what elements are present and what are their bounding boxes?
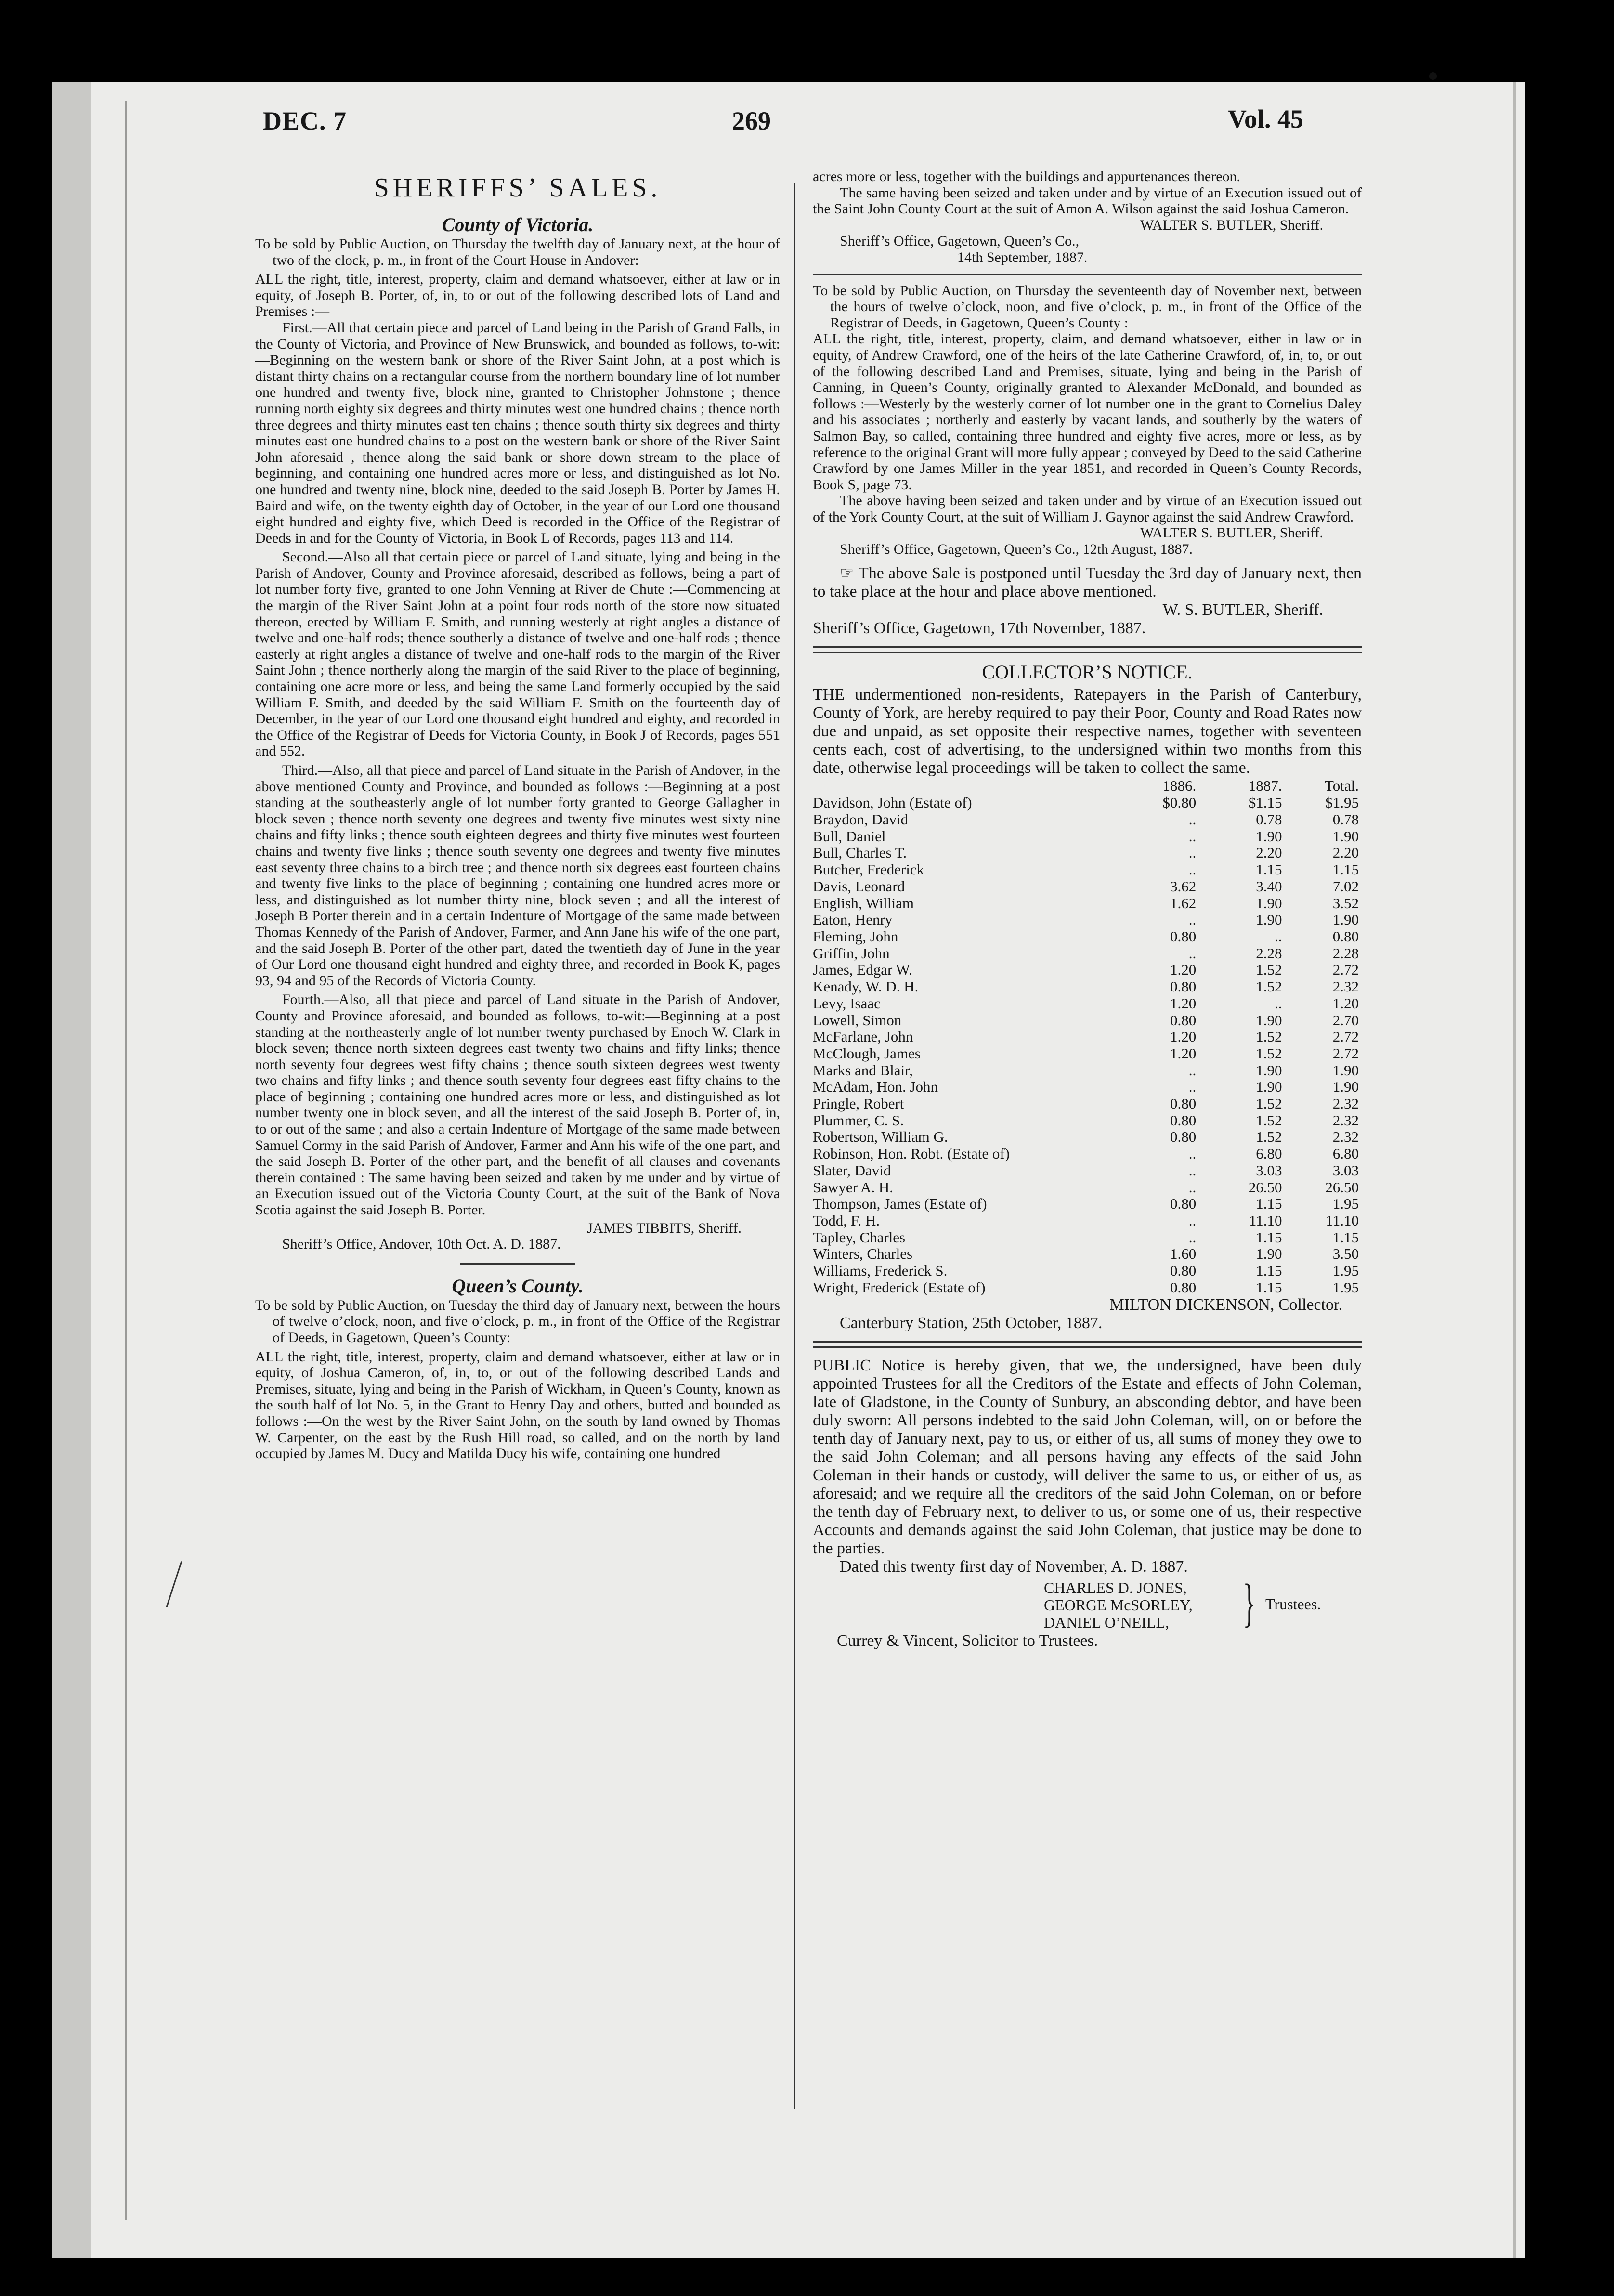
section-rule xyxy=(460,1263,575,1265)
rates-col-1887: 1887. xyxy=(1248,777,1282,794)
rate-1887: 1.90 xyxy=(1256,911,1282,928)
rates-row xyxy=(813,995,1362,1012)
rate-1887: 1.90 xyxy=(1256,1245,1282,1263)
rates-row xyxy=(813,878,1362,895)
rates-row xyxy=(813,811,1362,828)
rate-1886: 1.20 xyxy=(1170,1028,1197,1045)
rate-total: 1.90 xyxy=(1332,1061,1359,1079)
right-margin-rule xyxy=(1513,82,1516,2258)
rates-header-row xyxy=(813,777,1362,795)
rate-total: 26.50 xyxy=(1325,1178,1359,1196)
rate-1886: .. xyxy=(1188,911,1197,928)
rate-payer-name: Robertson, William G. xyxy=(813,1128,948,1146)
collectors-notice-title: COLLECTOR’S NOTICE. xyxy=(982,661,1193,683)
rate-1886: 0.80 xyxy=(1170,1111,1197,1129)
rate-total: 2.70 xyxy=(1332,1011,1359,1029)
rate-total: 1.95 xyxy=(1332,1278,1359,1296)
rate-1887: 1.90 xyxy=(1256,1078,1282,1096)
rate-1887: 1.90 xyxy=(1256,827,1282,845)
rate-payer-name: Marks and Blair, xyxy=(813,1061,913,1079)
rate-1886: 0.80 xyxy=(1170,1095,1197,1112)
rates-row xyxy=(813,1129,1362,1146)
rates-row xyxy=(813,1263,1362,1279)
rate-1886: 0.80 xyxy=(1170,978,1197,995)
rate-payer-name: Todd, F. H. xyxy=(813,1212,880,1229)
rate-1886: .. xyxy=(1188,1078,1197,1096)
rate-1887: 3.03 xyxy=(1256,1161,1282,1179)
rate-total: 2.32 xyxy=(1332,1095,1359,1112)
rate-1886: 1.20 xyxy=(1170,994,1197,1012)
rate-total: 7.02 xyxy=(1332,877,1359,895)
collectors-notice-body: THE undermentioned non-residents, Ratepayers in the Parish of Canterbury, County of York, are hereby required to pay their Poor, County and Road Rates now due and unpaid, as set opposite their respective names, together with seventeen cents each, cost of advertising, to the undersigned within two months from this date, otherwise legal proceedings will be taken to collect the same. xyxy=(813,685,1362,777)
rate-payer-name: Bull, Charles T. xyxy=(813,844,907,861)
rate-1886: .. xyxy=(1188,1061,1197,1079)
queens-all-clause: ALL the right, title, interest, property, claim and demand whatsoever, either at law or in equity, of Joshua Cameron, of, in, to, or out of the following described Lands and Premises, situate, lying and being in the Parish of Wickham, in Queen’s County, known as the south half of lot No. 5, in the Grant to Henry Day and others, butted and bounded as follows :—On the west by the River Saint John, on the south by land owned by Thomas W. Carpenter, on the east by the Rush Hill road, so called, and on the north by land occupied by James M. Ducy and Matilda Ducy his wife, containing one hundred xyxy=(255,1348,780,1462)
rates-row xyxy=(813,1112,1362,1129)
rate-1887: 2.20 xyxy=(1256,844,1282,861)
rate-total: 1.20 xyxy=(1332,994,1359,1012)
rate-1886: 0.80 xyxy=(1170,1195,1197,1213)
rates-name-header xyxy=(813,777,1130,795)
rate-payer-name: Williams, Frederick S. xyxy=(813,1262,948,1279)
rates-row xyxy=(813,1246,1362,1263)
cameron-seized: The same having been seized and taken under and by virtue of an Execution issued out of the Saint John County Court at the suit of Amon A. Wilson against the said Joshua Cameron. xyxy=(813,184,1362,217)
rate-1886: 0.80 xyxy=(1170,1011,1197,1029)
rates-row xyxy=(813,1146,1362,1162)
rate-payer-name: Wright, Frederick (Estate of) xyxy=(813,1278,986,1296)
rate-1886: .. xyxy=(1188,844,1197,861)
solicitor-line: Currey & Vincent, Solicitor to Trustees. xyxy=(837,1632,1098,1650)
rate-payer-name: Griffin, John xyxy=(813,944,890,962)
rates-row xyxy=(813,945,1362,962)
trustee-name: GEORGE McSORLEY, xyxy=(1044,1596,1193,1614)
rate-total: 2.72 xyxy=(1332,961,1359,978)
rate-1887: 1.15 xyxy=(1256,1278,1282,1296)
rates-row xyxy=(813,1196,1362,1213)
rates-row xyxy=(813,1096,1362,1112)
rates-row xyxy=(813,795,1362,811)
rate-total: 1.15 xyxy=(1332,861,1359,878)
trustee-name: CHARLES D. JONES, xyxy=(1044,1579,1187,1597)
rate-total: 1.90 xyxy=(1332,1078,1359,1096)
victoria-fourth-lot: Fourth.—Also, all that piece and parcel of Land situate in the Parish of Andover, County and Province aforesaid, and bounded as follows, to-wit:—Beginning at a post standing at the northeasterly angle of lot number twenty purchased by Enoch W. Clark in block seven; thence north sixteen degrees east twenty two chains and fifty links; thence north seventy four degrees west fifty chains ; thence south sixteen degrees west twenty two chains and fifty links ; and thence south seventy four degrees east fifty chains to the place of beginning ; containing one hundred acres more or less, and distinguished as lot number twenty one in block seven, and all the interest of the said Joseph B. Porter of, in, to or out of the same ; and also a certain Indenture of Mortgage of the same made between Samuel Cormy in the said Parish of Andover, Farmer and Ann his wife of the one part, and the said Joseph B. Porter of the other part, and the benefit of all clauses and covenants therein contained : The same having been seized and taken by me under and by virtue of an Execution issued out of the Victoria County Court, at the suit of the Bank of Nova Scotia against the said Joseph B. Porter. xyxy=(255,991,780,1218)
rates-row xyxy=(813,1229,1362,1246)
crawford-sheriff-signature: WALTER S. BUTLER, Sheriff. xyxy=(1140,525,1323,541)
rate-1886: 0.80 xyxy=(1170,927,1197,945)
postponed-notice xyxy=(813,564,1362,601)
rate-total: 2.32 xyxy=(1332,1111,1359,1129)
crawford-seized: The above having been seized and taken under and by virtue of an Execution issued out of the York County Court, at the suit of William J. Gaynor against the said Andrew Crawford. xyxy=(813,493,1362,525)
postponed-office: Sheriff’s Office, Gagetown, 17th November, 1887. xyxy=(813,619,1146,637)
rate-payer-name: Levy, Isaac xyxy=(813,994,881,1012)
rate-1887: 1.52 xyxy=(1256,1111,1282,1129)
rate-1887: 1.52 xyxy=(1256,1128,1282,1146)
rates-row xyxy=(813,1162,1362,1179)
postponed-signature: W. S. BUTLER, Sheriff. xyxy=(1162,600,1323,619)
rate-1887: 1.52 xyxy=(1256,978,1282,995)
rate-total: 0.78 xyxy=(1332,811,1359,828)
rate-total: 1.90 xyxy=(1332,827,1359,845)
left-column xyxy=(255,169,780,1462)
rate-1887: $1.15 xyxy=(1248,794,1282,811)
trustees-block xyxy=(813,1573,1362,1632)
rate-1886: .. xyxy=(1188,861,1197,878)
rate-total: 1.95 xyxy=(1332,1195,1359,1213)
rate-total: 2.72 xyxy=(1332,1044,1359,1062)
rate-total: $1.95 xyxy=(1325,794,1359,811)
cameron-date: 14th September, 1887. xyxy=(957,249,1088,265)
trustees-label: Trustees. xyxy=(1265,1595,1321,1613)
rate-total: 2.32 xyxy=(1332,1128,1359,1146)
rates-row xyxy=(813,1029,1362,1045)
rates-row xyxy=(813,845,1362,861)
rate-total: 2.28 xyxy=(1332,944,1359,962)
queens-intro: To be sold by Public Auction, on Tuesday the third day of January next, between the hours of twelve o’clock, noon, and five o’clock, p. m., in front of the Office of the Registrar of Deeds, in Gagetown, Queen’s County: xyxy=(255,1297,780,1345)
rate-total: 3.50 xyxy=(1332,1245,1359,1263)
rate-1886: .. xyxy=(1188,811,1197,828)
page-edge-strip xyxy=(52,82,91,2258)
rate-total: 1.90 xyxy=(1332,911,1359,928)
crawford-intro: To be sold by Public Auction, on Thursday the seventeenth day of November next, between the hours of twelve o’clock, noon, and five o’clock, p. m., in front of the Office of the Registrar of Deeds, in Gagetown, Queen’s County : xyxy=(813,282,1362,331)
rates-row xyxy=(813,1062,1362,1079)
rate-1886: 0.80 xyxy=(1170,1278,1197,1296)
rate-1887: 1.90 xyxy=(1256,1061,1282,1079)
rate-payer-name: McAdam, Hon. John xyxy=(813,1078,938,1096)
rate-payer-name: Bull, Daniel xyxy=(813,827,886,845)
rate-payer-name: Braydon, David xyxy=(813,811,909,828)
rate-payer-name: Thompson, James (Estate of) xyxy=(813,1195,987,1213)
rate-1886: 1.60 xyxy=(1170,1245,1197,1263)
rate-1886: .. xyxy=(1188,1228,1197,1246)
rate-payer-name: Tapley, Charles xyxy=(813,1228,906,1246)
rates-row xyxy=(813,828,1362,845)
brace-icon: } xyxy=(1243,1573,1256,1632)
rate-1886: 1.62 xyxy=(1170,894,1197,912)
rate-1887: 0.78 xyxy=(1256,811,1282,828)
rate-total: 1.95 xyxy=(1332,1262,1359,1279)
rate-1886: 0.80 xyxy=(1170,1128,1197,1146)
rate-payer-name: James, Edgar W. xyxy=(813,961,912,978)
rate-1887: 1.90 xyxy=(1256,1011,1282,1029)
rate-1887: 6.80 xyxy=(1256,1145,1282,1162)
rates-row xyxy=(813,1179,1362,1196)
rate-payer-name: Davidson, John (Estate of) xyxy=(813,794,972,811)
rate-1886: .. xyxy=(1188,1178,1197,1196)
rate-payer-name: Butcher, Frederick xyxy=(813,861,924,878)
rate-1887: 1.52 xyxy=(1256,1028,1282,1045)
rate-payer-name: McClough, James xyxy=(813,1044,921,1062)
victoria-intro: To be sold by Public Auction, on Thursday the twelfth day of January next, at the hour of two of the clock, p. m., in front of the Court House in Andover: xyxy=(255,236,780,268)
rate-1887: 1.90 xyxy=(1256,894,1282,912)
rates-row xyxy=(813,1279,1362,1296)
right-column xyxy=(813,169,1362,1650)
victoria-sheriff-signature: JAMES TIBBITS, Sheriff. xyxy=(587,1220,742,1236)
rate-payer-name: Fleming, John xyxy=(813,927,898,945)
rates-row xyxy=(813,962,1362,978)
trustee-names xyxy=(1044,1579,1193,1631)
rates-row xyxy=(813,895,1362,912)
volume-label: Vol. 45 xyxy=(1228,104,1304,133)
rate-1886: .. xyxy=(1188,827,1197,845)
rates-row xyxy=(813,1045,1362,1062)
rate-total: 2.20 xyxy=(1332,844,1359,861)
rate-1887: 1.52 xyxy=(1256,1044,1282,1062)
header-date: DEC. 7 xyxy=(263,106,347,135)
rate-payer-name: Plummer, C. S. xyxy=(813,1111,904,1129)
trustee-name: DANIEL O’NEILL, xyxy=(1044,1614,1170,1631)
victoria-all-clause: ALL the right, title, interest, property, claim and demand whatsoever, either at law or in equity, of Joseph B. Porter, of, in, to or out of the following described lots of Land and Premises :— xyxy=(255,271,780,320)
column-divider xyxy=(794,183,795,2109)
cameron-sheriff-signature: WALTER S. BUTLER, Sheriff. xyxy=(1140,217,1323,233)
rate-payer-name: Sawyer A. H. xyxy=(813,1178,894,1196)
ink-dot xyxy=(1429,72,1437,80)
rates-table xyxy=(813,777,1362,1296)
rate-total: 3.52 xyxy=(1332,894,1359,912)
rate-1887: 11.10 xyxy=(1249,1212,1282,1229)
victoria-sheriff-office: Sheriff’s Office, Andover, 10th Oct. A. D. 1887. xyxy=(282,1236,561,1252)
page-number: 269 xyxy=(732,106,771,135)
section-rule xyxy=(813,274,1362,275)
rate-1887: 1.52 xyxy=(1256,961,1282,978)
rate-1886: .. xyxy=(1188,1212,1197,1229)
rate-total: 6.80 xyxy=(1332,1145,1359,1162)
section-double-rule xyxy=(813,646,1362,653)
rate-total: 2.72 xyxy=(1332,1028,1359,1045)
rates-row xyxy=(813,1213,1362,1229)
rate-payer-name: Robinson, Hon. Robt. (Estate of) xyxy=(813,1145,1010,1162)
crawford-sheriff-office: Sheriff’s Office, Gagetown, Queen’s Co., 12th August, 1887. xyxy=(840,541,1193,558)
rates-row xyxy=(813,912,1362,928)
rate-payer-name: Eaton, Henry xyxy=(813,911,893,928)
rate-payer-name: Pringle, Robert xyxy=(813,1095,904,1112)
left-margin-rule xyxy=(125,101,127,2220)
rates-row xyxy=(813,928,1362,945)
crawford-all-clause: ALL the right, title, interest, property, claim, and demand whatsoever, either in law or in equity, of Andrew Crawford, one of the heirs of the late Catherine Crawford, of, in, to, or out of the following described Land and Premises, situate, lying and being in the Parish of Canning, in Queen’s County, originally granted to Alexander McDonald, and bounded as follows :—Westerly by the westerly corner of lot number one in the grant to Cornelius Daley and his associates ; northerly and easterly by vacant lands, and southerly by the waters of Salmon Bay, so called, containing three hundred and eighty five acres, more or less, as by reference to the original Grant will more fully appear ; conveyed by Deed to the said Catherine Crawford by one James Miller in the year 1851, and recorded in Queen’s County Records, Book S, page 73. xyxy=(813,331,1362,493)
public-notice-body: PUBLIC Notice is hereby given, that we, the undersigned, have been duly appointed Trustees for all the Creditors of the Estate and effects of John Coleman, late of Gladstone, in the County of Sunbury, an absconding debtor, and have been duly sworn: All persons indebted to the said John Coleman, will, on or before the tenth day of January next, pay to us, or either of us, all sums of money they owe to the said John Coleman; and all persons having any effects of the said John Coleman in their hands or custody, will deliver the same to us, or either of us, as aforesaid; and we require all the creditors of the said John Coleman, on or before the tenth day of February next, to deliver to us, or some one of us, their respective Accounts and demands against the said John Coleman, that justice may be done to the parties. xyxy=(813,1357,1362,1558)
rate-1886: 1.20 xyxy=(1170,1044,1197,1062)
rate-1887: 1.52 xyxy=(1256,1095,1282,1112)
rate-1887: 1.15 xyxy=(1256,1228,1282,1246)
rate-payer-name: Davis, Leonard xyxy=(813,877,905,895)
rate-total: 2.32 xyxy=(1332,978,1359,995)
rate-1886: 0.80 xyxy=(1170,1262,1197,1279)
rate-1886: 3.62 xyxy=(1170,877,1197,895)
rates-col-1886: 1886. xyxy=(1162,777,1197,794)
cameron-sheriff-office: Sheriff’s Office, Gagetown, Queen’s Co., xyxy=(840,233,1080,249)
rate-total: 1.15 xyxy=(1332,1228,1359,1246)
victoria-third-lot: Third.—Also, all that piece and parcel of Land situate in the Parish of Andover, in the above mentioned County and Province, and bounded as follows :—Beginning at a post standing at the southeasterly angle of lot number forty granted to George Gallagher in block seven ; thence north seventy one degrees and twenty five minutes west sixty nine chains and fifty links ; thence south eighteen degrees and thirty five minutes west fourteen chains and twenty five links ; thence south seventy one degrees and twenty five minutes east seventy three chains to a birch tree ; and thence north six degrees east fourteen chains and twenty five links to the place of beginning ; containing one hundred acres more or less, and distinguished as lot number thirty nine, block seven ; and all the interest of Joseph B Porter therein and in a certain Indenture of Mortgage of the same made between Thomas Kennedy of the Parish of Andover, Farmer, and Ann Jane his wife of the one part, and the said Joseph B. Porter of the other part, dated the twentieth day of June in the year of Our Lord one thousand eight hundred and eighty three, and recorded in Book K, pages 93, 94 and 95 of the Records of Victoria County. xyxy=(255,762,780,989)
sheriffs-sales-title: SHERIFFS’ SALES. xyxy=(374,173,662,203)
county-victoria-heading: County of Victoria. xyxy=(442,214,594,235)
rate-1886: .. xyxy=(1188,944,1197,962)
rate-payer-name: Lowell, Simon xyxy=(813,1011,902,1029)
pointing-hand-icon: ☞ xyxy=(840,564,859,582)
rate-payer-name: English, William xyxy=(813,894,914,912)
rate-1887: .. xyxy=(1274,927,1282,945)
rates-row xyxy=(813,978,1362,995)
section-double-rule xyxy=(813,1341,1362,1348)
rate-total: 3.03 xyxy=(1332,1161,1359,1179)
rate-1887: 1.15 xyxy=(1256,861,1282,878)
rates-row xyxy=(813,1079,1362,1096)
victoria-first-lot: First.—All that certain piece and parcel of Land being in the Parish of Grand Falls, in the County of Victoria, and Province of New Brunswick, and bounded as follows, to-wit:—Beginning on the western bank or shore of the River Saint John, at a post which is distant thirty chains on a rectangular course from the northern boundary line of lot number one hundred and twenty five, block nine, granted to Christopher Johnstone ; thence running north eighty six degrees and thirty minutes west one hundred chains ; thence north three degrees and thirty minutes east ten chains ; thence south thirty six degrees and thirty minutes east one hundred chains to a post on the western bank or shore of the River Saint John aforesaid , thence along the said bank or shore down stream to the place of beginning, and containing one hundred acres more or less, and distinguished as lot No. one hundred and twenty nine, block nine, deeded to the said Joseph B. Porter by James H. Baird and wife, on the twenty eighth day of October, in the year of our Lord one thousand eight hundred and eighty five, which Deed is recorded in the Office of the Registrar of Deeds in and for the County of Victoria, in Book L of Records, pages 113 and 114. xyxy=(255,319,780,546)
rate-1887: 1.15 xyxy=(1256,1262,1282,1279)
rate-1887: 3.40 xyxy=(1256,877,1282,895)
rate-1887: 2.28 xyxy=(1256,944,1282,962)
rate-1886: $0.80 xyxy=(1162,794,1197,811)
queens-county-heading: Queen’s County. xyxy=(452,1275,584,1297)
rate-payer-name: Winters, Charles xyxy=(813,1245,913,1263)
public-notice-dated: Dated this twenty first day of November, A. D. 1887. xyxy=(840,1558,1188,1576)
postponed-text: The above Sale is postponed until Tuesday the 3rd day of January next, then to take place at the hour and place above mentioned. xyxy=(813,564,1362,600)
rate-payer-name: Slater, David xyxy=(813,1161,891,1179)
rate-1886: .. xyxy=(1188,1145,1197,1162)
rates-col-total: Total. xyxy=(1324,777,1359,794)
cameron-continuation: acres more or less, together with the buildings and appurtenances thereon. xyxy=(813,169,1241,184)
rate-1886: .. xyxy=(1188,1161,1197,1179)
rate-1887: .. xyxy=(1274,994,1282,1012)
victoria-second-lot: Second.—Also all that certain piece or parcel of Land situate, lying and being in the Parish of Andover, County and Province aforesaid, described as follows, being a part of lot number forty five, granted to one John Venning at River de Chute :—Commencing at the margin of the River Saint John at a point four rods north of the store now situated thereon, erected by William F. Smith, and running westerly at right angles a distance of twelve and one-half rods; thence southerly a distance of twelve and one-half rods ; thence easterly at right angles a distance of twelve and one-half rods to the margin of the River Saint John ; thence northerly along the margin of the said River to the place of beginning, containing one acre more or less, and being the same Land formerly occupied by the said William F. Smith, and deeded by the said William F. Smith on the fourteenth day of December, in the year of our Lord one thousand eight hundred and eighty, and recorded in the Office of the Registrar of Deeds for Victoria County, in Book J of Records, pages 551 and 552. xyxy=(255,549,780,759)
rate-total: 0.80 xyxy=(1332,927,1359,945)
collector-signature: MILTON DICKENSON, Collector. xyxy=(1109,1296,1342,1314)
rate-1887: 1.15 xyxy=(1256,1195,1282,1213)
collector-place-date: Canterbury Station, 25th October, 1887. xyxy=(840,1314,1103,1332)
rate-1886: 1.20 xyxy=(1170,961,1197,978)
rates-row xyxy=(813,1012,1362,1029)
rates-row xyxy=(813,861,1362,878)
rate-payer-name: McFarlane, John xyxy=(813,1028,913,1045)
rate-payer-name: Kenady, W. D. H. xyxy=(813,978,919,995)
rate-1887: 26.50 xyxy=(1248,1178,1282,1196)
rate-total: 11.10 xyxy=(1326,1212,1359,1229)
